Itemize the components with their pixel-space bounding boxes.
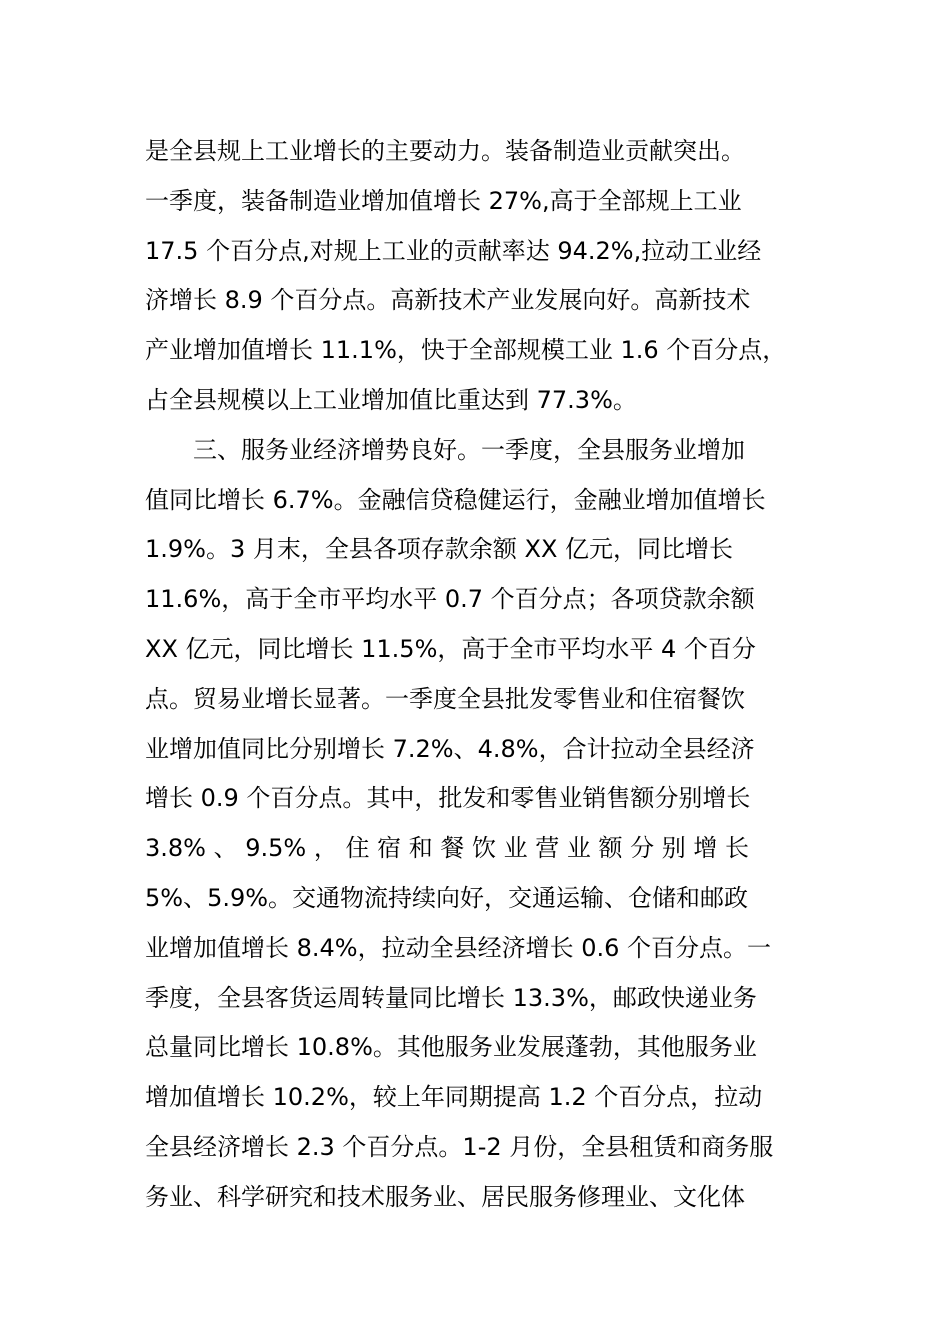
paragraph-start-line: 三、服务业经济增势良好。一季度，全县服务业增加 xyxy=(193,435,745,464)
text-line: 济增长 8.9 个百分点。高新技术产业发展向好。高新技术 xyxy=(145,286,751,315)
text-line: 务业、科学研究和技术服务业、居民服务修理业、文化体 xyxy=(145,1182,745,1211)
text-line: 业增加值增长 8.4%，拉动全县经济增长 0.6 个百分点。一 xyxy=(145,933,772,962)
text-line: 是全县规上工业增长的主要动力。装备制造业贡献突出。 xyxy=(145,137,745,165)
text-line: 1.9%。3 月末，全县各项存款余额 XX 亿元，同比增长 xyxy=(145,535,734,564)
text-line: 增长 0.9 个百分点。其中，批发和零售业销售额分别增长 xyxy=(145,784,751,813)
body-text xyxy=(145,127,825,1223)
text-line: 5%、5.9%。交通物流持续向好，交通运输、仓储和邮政 xyxy=(145,883,749,912)
text-line: 总量同比增长 10.8%。其他服务业发展蓬勃，其他服务业 xyxy=(145,1033,757,1062)
text-line: 全县经济增长 2.3 个百分点。1-2 月份，全县租赁和商务服 xyxy=(145,1132,774,1161)
text-line: XX 亿元，同比增长 11.5%，高于全市平均水平 4 个百分 xyxy=(145,634,756,663)
text-line: 11.6%，高于全市平均水平 0.7 个百分点；各项贷款余额 xyxy=(145,585,755,614)
text-line: 值同比增长 6.7%。金融信贷稳健运行，金融业增加值增长 xyxy=(145,485,766,514)
text-line: 增加值增长 10.2%，较上年同期提高 1.2 个百分点，拉动 xyxy=(145,1083,763,1112)
text-line: 17.5 个百分点,对规上工业的贡献率达 94.2%,拉动工业经 xyxy=(145,236,762,265)
text-line: 产业增加值增长 11.1%，快于全部规模工业 1.6 个百分点， xyxy=(145,336,787,365)
text-line: 占全县规模以上工业增加值比重达到 77.3%。 xyxy=(145,385,637,414)
text-line: 季度，全县客货运周转量同比增长 13.3%，邮政快递业务 xyxy=(145,983,757,1012)
text-line: 业增加值同比分别增长 7.2%、4.8%，合计拉动全县经济 xyxy=(145,734,755,763)
text-line: 一季度，装备制造业增加值增长 27%,高于全部规上工业 xyxy=(145,186,742,215)
text-line: 3.8% 、 9.5% ， 住 宿 和 餐 饮 业 营 业 额 分 别 增 长 xyxy=(145,834,750,863)
text-line: 点。贸易业增长显著。一季度全县批发零售业和住宿餐饮 xyxy=(145,684,745,713)
